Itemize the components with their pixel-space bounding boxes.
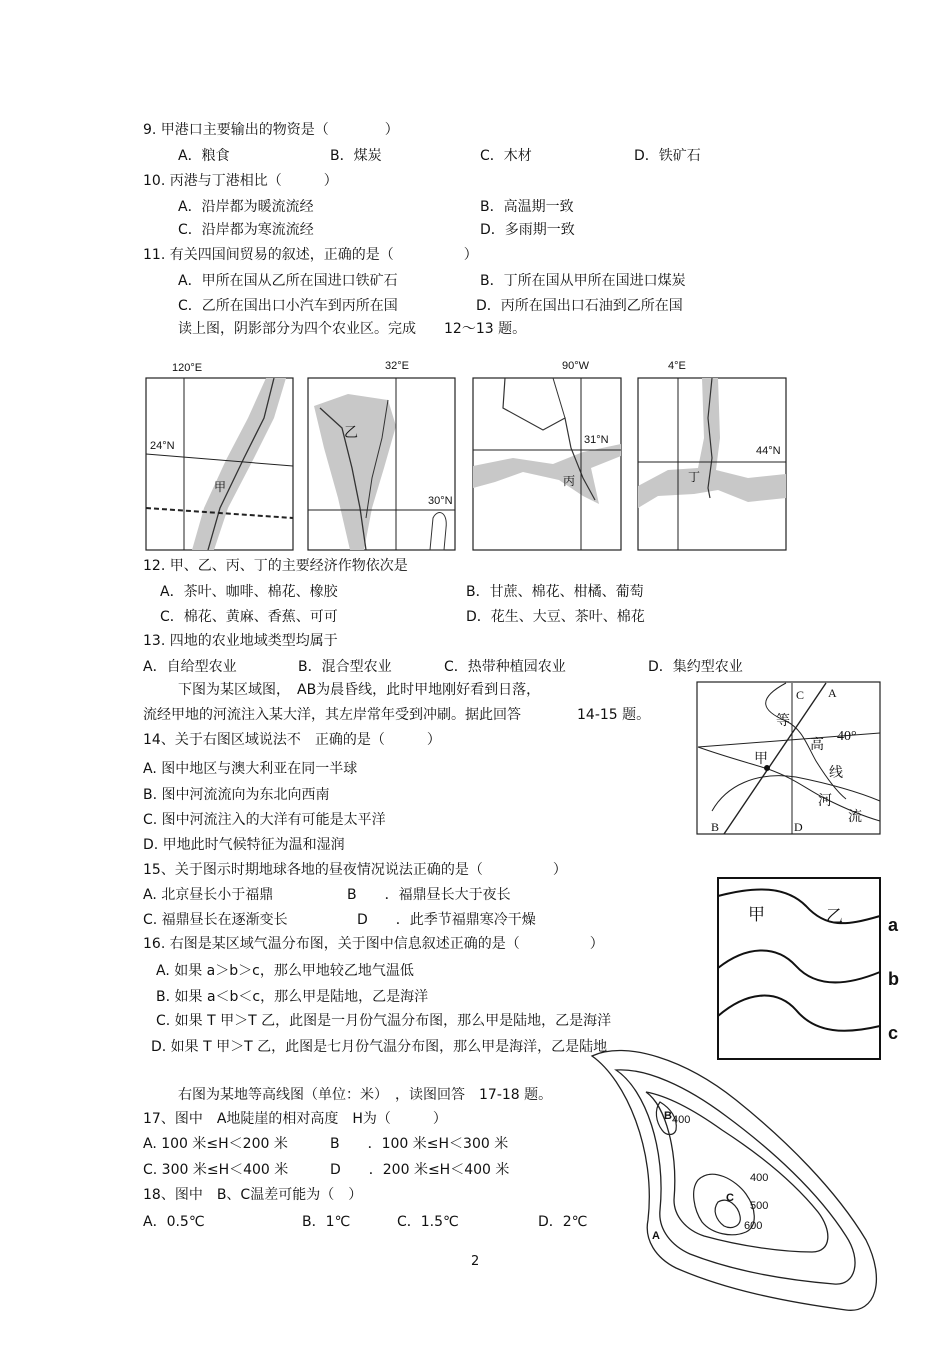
q15-option-c: C. 福鼎昼长在逐渐变长 — [143, 912, 288, 928]
q12-option-a: A．茶叶、咖啡、棉花、橡胶 — [160, 584, 338, 600]
map4-region-label: 丁 — [688, 470, 701, 484]
q11-stem: 11. 有关四国间贸易的叙述，正确的是（ ） — [143, 247, 478, 263]
page-number: 2 — [471, 1254, 480, 1269]
q12-stem: 12. 甲、乙、丙、丁的主要经济作物依次是 — [143, 558, 408, 574]
q11-option-a: A．甲所在国从乙所在国进口铁矿石 — [178, 273, 398, 289]
fig14-label-deng: 等 — [776, 713, 790, 729]
q15-option-a: A. 北京昼长小于福鼎 — [143, 887, 274, 903]
fig16-isotherm-a: a — [888, 915, 899, 935]
agriculture-maps — [140, 372, 800, 554]
q13-stem: 13. 四地的农业地域类型均属于 — [143, 633, 338, 649]
map2-latitude: 30°N — [428, 495, 453, 507]
q16-option-a: A. 如果 a＞b＞c，那么甲地较乙地气温低 — [156, 963, 414, 979]
map4-latitude: 44°N — [756, 445, 781, 457]
q17-option-d: D ．200 米≤H＜400 米 — [330, 1162, 510, 1178]
intro-14-15-line2: 流经甲地的河流注入某大洋，其左岸常年受到冲刷。据此回答 14-15 题。 — [143, 707, 651, 723]
q13-option-a: A．自给型农业 — [143, 659, 237, 675]
fig14-label-jia: 甲 — [754, 751, 768, 767]
q17-option-b: B ．100 米≤H＜300 米 — [330, 1136, 509, 1152]
q14-option-c: C. 图中河流注入的大洋有可能是太平洋 — [143, 812, 386, 828]
q11-option-c: C．乙所在国出口小汽车到丙所在国 — [178, 298, 398, 314]
q15-stem: 15、关于图示时期地球各地的昼夜情况说法正确的是（ ） — [143, 862, 567, 878]
map1 — [146, 378, 293, 550]
map3-region-label: 丙 — [563, 474, 576, 488]
map2-region-label: 乙 — [344, 425, 358, 441]
fig14-latitude: 40° — [837, 729, 857, 744]
q9-option-b: B．煤炭 — [330, 148, 382, 164]
map1-region-label: 甲 — [214, 480, 227, 494]
q16-stem: 16. 右图是某区域气温分布图，关于图中信息叙述正确的是（ ） — [143, 936, 604, 952]
q10-option-c: C．沿岸都为寒流流经 — [178, 222, 314, 238]
q9-option-d: D．铁矿石 — [634, 148, 701, 164]
fig16-isotherm-b: b — [888, 969, 899, 989]
fig16-isotherm-c: c — [888, 1023, 899, 1043]
map4 — [638, 378, 786, 550]
isotherm-figure — [716, 876, 884, 1062]
q14-stem: 14、关于右图区域说法不 正确的是（ ） — [143, 732, 441, 748]
q18-option-d: D．2℃ — [538, 1214, 588, 1230]
map1-longitude: 120°E — [172, 362, 203, 374]
q10-stem: 10. 丙港与丁港相比（ ） — [143, 173, 338, 189]
q9-option-c: C．木材 — [480, 148, 532, 164]
contour-point-b: B — [664, 1110, 672, 1122]
fig14-label-he: 河 — [818, 793, 832, 809]
q11-option-d: D．丙所在国出口石油到乙所在国 — [476, 298, 683, 314]
fig14-point-a: A — [828, 686, 837, 700]
q13-option-d: D．集约型农业 — [648, 659, 743, 675]
q9-stem: 9. 甲港口主要输出的物资是（ ） — [143, 122, 399, 138]
q10-option-d: D．多雨期一致 — [480, 222, 575, 238]
intro-14-15-line1: 下图为某区域图， AB为晨昏线，此时甲地刚好看到日落， — [178, 682, 541, 698]
fig14-label-gao: 高 — [810, 737, 824, 753]
intro-17-18: 右图为某地等高线图（单位：米） ，读图回答 17-18 题。 — [178, 1087, 553, 1103]
q9-option-a: A．粮食 — [178, 148, 230, 164]
contour-label-400-top: 400 — [672, 1114, 691, 1126]
map3-longitude: 90°W — [562, 360, 590, 372]
q16-option-b: B. 如果 a＜b＜c，那么甲是陆地，乙是海洋 — [156, 989, 429, 1005]
q13-option-c: C．热带种植园农业 — [444, 659, 566, 675]
q12-option-b: B．甘蔗、棉花、柑橘、葡萄 — [466, 584, 644, 600]
contour-label-500: 500 — [750, 1200, 769, 1212]
fig14-point-c: C — [796, 688, 805, 702]
q17-stem: 17、图中 A地陡崖的相对高度 H为（ ） — [143, 1111, 447, 1127]
fig14-point-d: D — [794, 820, 803, 834]
fig16-label-jia: 甲 — [748, 905, 765, 925]
q17-option-a: A. 100 米≤H＜200 米 — [143, 1136, 288, 1152]
contour-point-c: C — [726, 1192, 734, 1204]
map4-longitude: 4°E — [668, 360, 686, 372]
fig16-label-yi: 乙 — [826, 907, 843, 927]
map2-longitude: 32°E — [385, 360, 409, 372]
map3 — [473, 378, 621, 550]
q18-option-c: C．1.5℃ — [397, 1214, 459, 1230]
map2 — [308, 378, 455, 550]
contour-label-400: 400 — [750, 1172, 769, 1184]
q10-option-a: A．沿岸都为暖流流经 — [178, 199, 314, 215]
q12-option-d: D．花生、大豆、茶叶、棉花 — [466, 609, 645, 625]
q18-option-b: B．1℃ — [302, 1214, 351, 1230]
fig14-label-xian: 线 — [829, 765, 843, 781]
fig14-point-b: B — [711, 820, 720, 834]
contour-label-600: 600 — [744, 1220, 763, 1232]
fig14-label-liu: 流 — [848, 809, 862, 825]
q14-option-b: B. 图中河流流向为东北向西南 — [143, 787, 330, 803]
map3-latitude: 31°N — [584, 434, 609, 446]
q15-option-d: D ．此季节福鼎寒冷干燥 — [357, 912, 536, 928]
q15-option-b: B ．福鼎昼长大于夜长 — [347, 887, 511, 903]
q16-option-c: C. 如果 T 甲＞T 乙，此图是一月份气温分布图，那么甲是陆地，乙是海洋 — [156, 1013, 612, 1029]
q18-stem: 18、图中 B、C温差可能为（ ） — [143, 1187, 363, 1203]
q17-option-c: C. 300 米≤H＜400 米 — [143, 1162, 289, 1178]
q10-option-b: B．高温期一致 — [480, 199, 574, 215]
intro-12-13: 读上图，阴影部分为四个农业区。完成 12～13 题。 — [178, 321, 527, 337]
q16-option-d: D. 如果 T 甲＞T 乙，此图是七月份气温分布图，那么甲是海洋，乙是陆地 — [151, 1039, 608, 1055]
q14-option-a: A. 图中地区与澳大利亚在同一半球 — [143, 761, 358, 777]
map1-latitude: 24°N — [150, 440, 175, 452]
q12-option-c: C．棉花、黄麻、香蕉、可可 — [160, 609, 338, 625]
q14-option-d: D. 甲地此时气候特征为温和湿润 — [143, 837, 345, 853]
q13-option-b: B．混合型农业 — [298, 659, 392, 675]
q18-option-a: A．0.5℃ — [143, 1214, 205, 1230]
contour-point-a: A — [652, 1230, 660, 1242]
contour-map — [586, 1040, 886, 1340]
q11-option-b: B．丁所在国从甲所在国进口煤炭 — [480, 273, 686, 289]
